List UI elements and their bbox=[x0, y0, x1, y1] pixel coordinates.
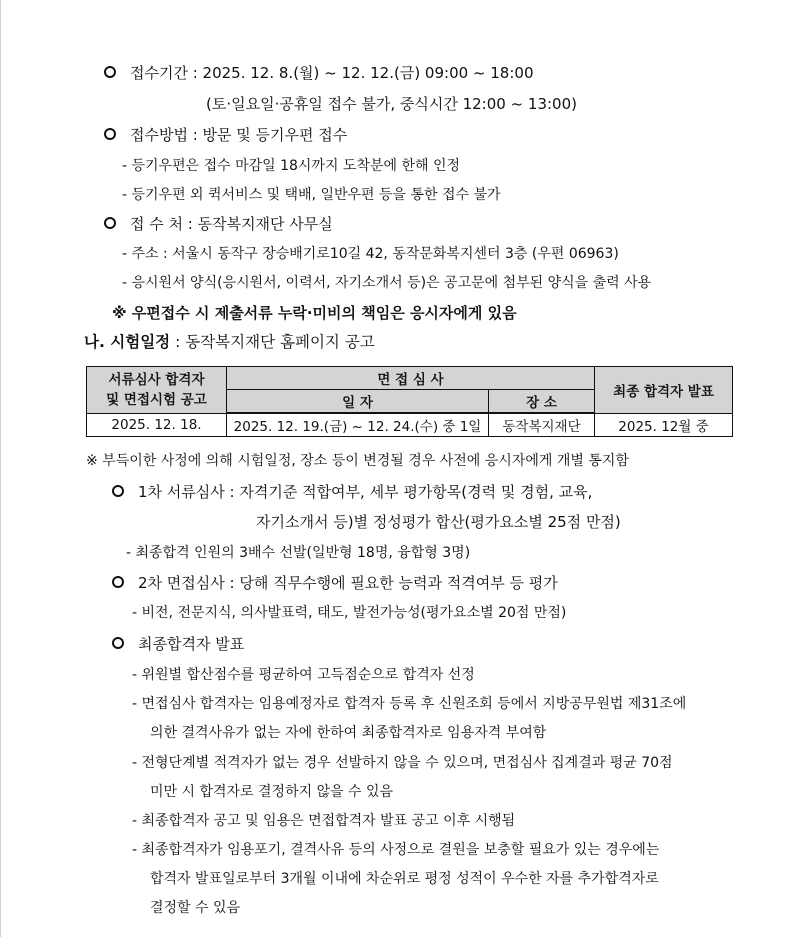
stage-first-cont: 자기소개서 등)별 정성평가 합산(평가요소별 25점 만점) bbox=[256, 513, 621, 531]
reception-period-note: (토·일요일·공휴일 접수 불가, 중식시간 12:00 ~ 13:00) bbox=[206, 95, 577, 113]
reception-method-text: 접수방법 : 방문 및 등기우편 접수 bbox=[130, 126, 348, 144]
header-place: 장 소 bbox=[489, 390, 595, 414]
schedule-heading bbox=[84, 331, 375, 353]
method-item: - 등기우편은 접수 마감일 18시까지 도착분에 한해 인정 bbox=[122, 158, 461, 174]
bullet-circle-icon bbox=[112, 485, 124, 497]
page-edge bbox=[0, 0, 1, 937]
reception-place-text: 접 수 처 : 동작복지재단 사무실 bbox=[130, 215, 333, 233]
stage-first bbox=[112, 481, 592, 503]
reception-period-text: 접수기간 : 2025. 12. 8.(월) ~ 12. 12.(금) 09:00 ~ 18:00 bbox=[130, 64, 534, 82]
reception-period bbox=[104, 62, 534, 84]
header-doc-review-line1: 서류심사 합격자 bbox=[108, 371, 205, 388]
final-item-cont: 결정할 수 있음 bbox=[150, 900, 241, 916]
final-item-cont: 미만 시 합격자로 결정하지 않을 수 있음 bbox=[150, 784, 394, 800]
header-date: 일 자 bbox=[227, 390, 489, 414]
header-final-announcement: 최종 합격자 발표 bbox=[595, 367, 733, 414]
stage-first-text: 1차 서류심사 : 자격기준 적합여부, 세부 평가항목(경력 및 경험, 교육, bbox=[138, 483, 593, 501]
cell-interview-date: 2025. 12. 19.(금) ~ 12. 24.(수) 중 1일 bbox=[227, 413, 489, 437]
stage-second-text: 2차 면접심사 : 당해 직무수행에 필요한 능력과 적격여부 등 평가 bbox=[138, 574, 558, 592]
cell-doc-date: 2025. 12. 18. bbox=[87, 413, 227, 437]
bullet-circle-icon bbox=[104, 66, 116, 78]
final-item: - 위원별 합산점수를 평균하여 고득점순으로 합격자 선정 bbox=[132, 667, 475, 683]
reception-place bbox=[104, 213, 333, 235]
method-item: - 등기우편 외 퀵서비스 및 택배, 일반우편 등을 통한 접수 불가 bbox=[122, 187, 501, 203]
stage-second bbox=[112, 572, 558, 594]
bullet-circle-icon bbox=[104, 217, 116, 229]
final-item: - 최종합격자가 임용포기, 결격사유 등의 사정으로 결원을 보충할 필요가 있는 경우에는 bbox=[132, 842, 660, 858]
bullet-circle-icon bbox=[104, 128, 116, 140]
cell-interview-place: 동작복지재단 bbox=[489, 413, 595, 437]
stage-final bbox=[112, 633, 244, 655]
reception-method bbox=[104, 124, 347, 146]
final-item: - 최종합격자 공고 및 임용은 면접합격자 발표 공고 이후 시행됨 bbox=[132, 813, 516, 829]
final-item-cont: 합격자 발표일로부터 3개월 이내에 차순위로 평정 성적이 우수한 자를 추가합격자로 bbox=[150, 871, 659, 887]
stage-first-item: - 최종합격 인원의 3배수 선발(일반형 18명, 융합형 3명) bbox=[126, 545, 471, 561]
place-item: - 주소 : 서울시 동작구 장승배기로10길 42, 동작문화복지센터 3층 (우편 06963) bbox=[122, 246, 619, 262]
schedule-table bbox=[86, 366, 733, 437]
bullet-circle-icon bbox=[112, 576, 124, 588]
header-doc-review-line2: 및 면접시험 공고 bbox=[106, 391, 207, 408]
place-item: - 응시원서 양식(응시원서, 이력서, 자기소개서 등)은 공고문에 첨부된 양식을 출력 사용 bbox=[122, 275, 652, 291]
stage-final-text: 최종합격자 발표 bbox=[138, 635, 245, 653]
final-item: - 면접심사 합격자는 임용예정자로 합격자 등록 후 신원조회 등에서 지방공무원법 제31조에 bbox=[132, 696, 687, 712]
final-item: - 전형단계별 적격자가 없는 경우 선발하지 않을 수 있으며, 면접심사 집계결과 평균 70점 bbox=[132, 755, 673, 771]
schedule-note: ※ 부득이한 사정에 의해 시험일정, 장소 등이 변경될 경우 사전에 응시자에게 개별 통지함 bbox=[86, 453, 629, 469]
schedule-heading-desc: : 동작복지재단 홈페이지 공고 bbox=[170, 333, 375, 351]
schedule-heading-label: 나. 시험일정 bbox=[84, 333, 171, 351]
header-interview: 면 접 심 사 bbox=[227, 367, 595, 390]
stage-second-item: - 비전, 전문지식, 의사발표력, 태도, 발전가능성(평가요소별 20점 만점) bbox=[132, 605, 567, 621]
bullet-circle-icon bbox=[112, 637, 124, 649]
final-item-cont: 의한 결격사유가 없는 자에 한하여 최종합격자로 임용자격 부여함 bbox=[150, 725, 547, 741]
header-doc-review bbox=[87, 367, 227, 414]
cell-final-date: 2025. 12월 중 bbox=[595, 413, 733, 437]
reception-warning: ※ 우편접수 시 제출서류 누락·미비의 책임은 응시자에게 있음 bbox=[112, 304, 517, 322]
